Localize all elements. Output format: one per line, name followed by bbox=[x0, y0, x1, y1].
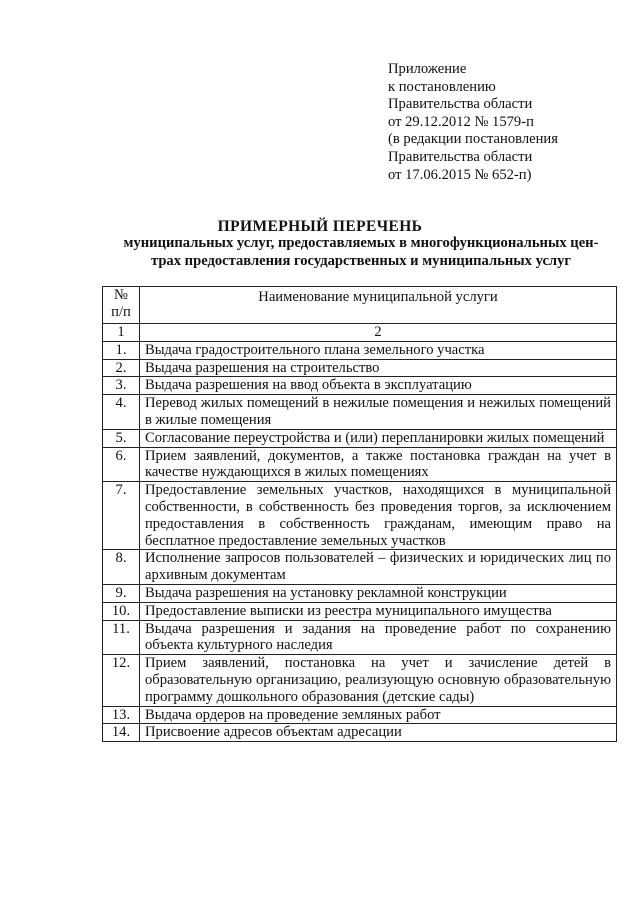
row-number: 4. bbox=[103, 395, 140, 430]
subtitle-line: трах предоставления государственных и муниципальных услуг bbox=[150, 252, 572, 269]
table-row bbox=[103, 377, 617, 395]
row-number: 12. bbox=[103, 655, 140, 706]
table-row bbox=[103, 429, 617, 447]
column-index-name: 2 bbox=[140, 324, 617, 342]
document-title: ПРИМЕРНЫЙ ПЕРЕЧЕНЬ bbox=[217, 218, 423, 235]
table-row bbox=[103, 620, 617, 655]
row-number: 2. bbox=[103, 359, 140, 377]
row-number: 9. bbox=[103, 584, 140, 602]
table-row bbox=[103, 341, 617, 359]
service-name: Выдача ордеров на проведение земляных работ bbox=[140, 706, 617, 724]
appendix-line: к постановлению bbox=[388, 78, 496, 95]
service-name: Выдача градостроительного плана земельного участка bbox=[140, 341, 617, 359]
services-table bbox=[102, 286, 617, 742]
row-number: 3. bbox=[103, 377, 140, 395]
table-row bbox=[103, 447, 617, 482]
appendix-line: от 17.06.2015 № 652-п) bbox=[388, 166, 532, 183]
row-number: 11. bbox=[103, 620, 140, 655]
service-name: Выдача разрешения на строительство bbox=[140, 359, 617, 377]
table-row bbox=[103, 584, 617, 602]
service-name: Выдача разрешения на установку рекламной конструкции bbox=[140, 584, 617, 602]
subtitle-line: муниципальных услуг, предоставляемых в многофункциональных цен- bbox=[123, 235, 599, 251]
column-index-num: 1 bbox=[103, 324, 140, 342]
service-name: Перевод жилых помещений в нежилые помещения и нежилых помещений в жилые помещения bbox=[140, 395, 617, 430]
appendix-line: от 29.12.2012 № 1579-п bbox=[388, 113, 534, 130]
appendix-line: Правительства области bbox=[388, 148, 533, 165]
appendix-line: (в редакции постановления bbox=[388, 131, 558, 148]
service-name: Выдача разрешения на ввод объекта в эксплуатацию bbox=[140, 377, 617, 395]
table-row bbox=[103, 359, 617, 377]
table-row bbox=[103, 550, 617, 585]
service-name: Прием заявлений, документов, а также постановка граждан на учет в качестве нуждающихся в жилых помещениях bbox=[140, 447, 617, 482]
table-row bbox=[103, 395, 617, 430]
service-name: Исполнение запросов пользователей – физических и юридических лиц по архивным документам bbox=[140, 550, 617, 585]
appendix-block bbox=[388, 61, 628, 184]
table-header-row bbox=[103, 287, 617, 324]
row-number: 13. bbox=[103, 706, 140, 724]
table-row bbox=[103, 724, 617, 742]
row-number: 14. bbox=[103, 724, 140, 742]
service-name: Согласование переустройства и (или) перепланировки жилых помещений bbox=[140, 429, 617, 447]
row-number: 1. bbox=[103, 341, 140, 359]
table-row bbox=[103, 655, 617, 706]
service-name: Предоставление выписки из реестра муниципального имущества bbox=[140, 602, 617, 620]
row-number: 7. bbox=[103, 482, 140, 550]
row-number: 10. bbox=[103, 602, 140, 620]
table-row bbox=[103, 602, 617, 620]
header-num: № п/п bbox=[103, 287, 140, 324]
service-name: Выдача разрешения и задания на проведение работ по сохранению объекта культурного наследия bbox=[140, 620, 617, 655]
row-number: 8. bbox=[103, 550, 140, 585]
column-index-row bbox=[103, 324, 617, 342]
document-subtitle bbox=[100, 235, 622, 270]
appendix-line: Приложение bbox=[388, 61, 467, 77]
service-name: Прием заявлений, постановка на учет и зачисление детей в образовательную организацию, реализующую основную образовательную программу дошкольного образования (детские сады) bbox=[140, 655, 617, 706]
row-number: 6. bbox=[103, 447, 140, 482]
table-row bbox=[103, 706, 617, 724]
service-name: Присвоение адресов объектам адресации bbox=[140, 724, 617, 742]
table-row bbox=[103, 482, 617, 550]
row-number: 5. bbox=[103, 429, 140, 447]
appendix-line: Правительства области bbox=[388, 96, 533, 113]
service-name: Предоставление земельных участков, находящихся в муниципальной собственности, в собственность без проведения торгов, за исключением предоставления в собственность гражданам, имеющим право на бесплатное предоставление земельных участков bbox=[140, 482, 617, 550]
header-service-name: Наименование муниципальной услуги bbox=[140, 287, 617, 324]
